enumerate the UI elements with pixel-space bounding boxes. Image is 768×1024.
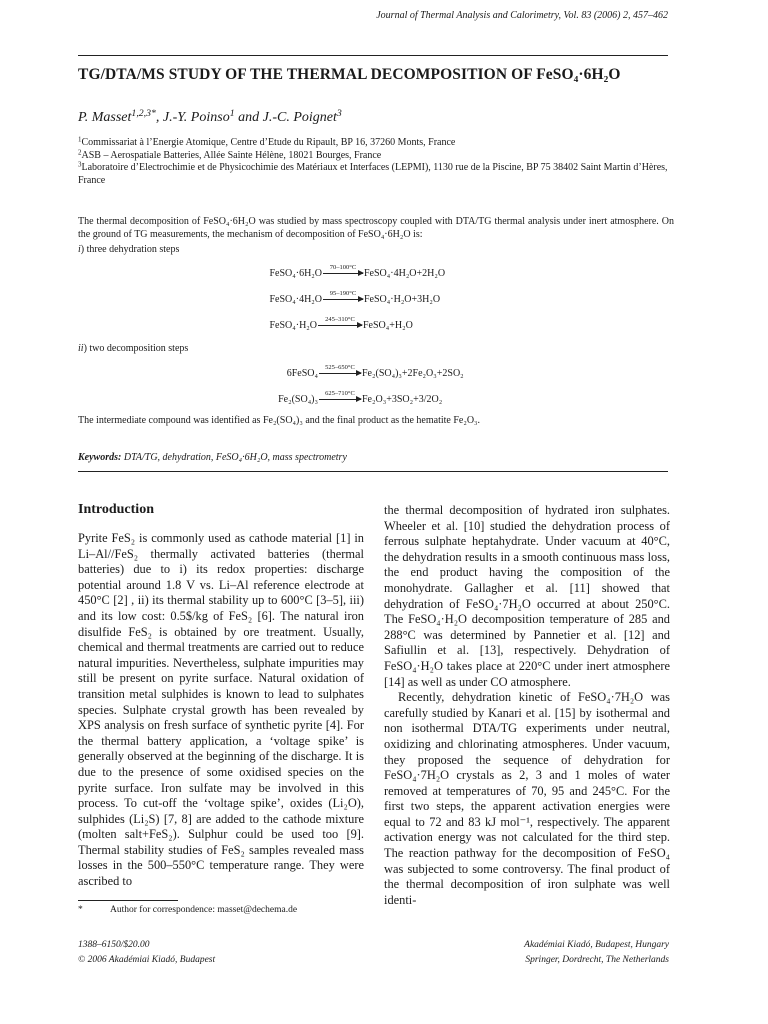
reaction-1 [262,264,446,279]
reaction-5 [272,390,443,405]
intro-paragraph-left: Pyrite FeS₂ is commonly used as cathode material [1] in Li–Al//FeS₂ thermally activated batteries (thermal batteries) due to i) its redox properties: discharge potential around 1.8 V vs. Li–Al reference electrode at 450°C [2] , ii) its thermal stability up to 600°C [3–5], iii) and its low cost: 0.5$/kg of FeS₂ [6]. The natural iron disulfide FeS₂ is obtained by ore treatment. Usually, chemical and thermal treatments are carried out to reduce natural impurities. Nevertheless, sulphate impurities may still be present on pyrite surface. Natural oxidation of transition metal sulphides is known to lead to sulphates species. Sulphate crystal growth has been revealed by XPS analysis on fresh surface of synthetic pyrite [4]. For the thermal battery application, a ‘voltage spike’ is generally observed at the beginning of the discharge. It is due to the presence of some oxidised species on the pyrite surface. Iron sulfate may be involved in this process. To cut-off the ‘voltage spike’, oxides (Li₂O), sulphides (Li₂S) [7, 8] are added to the cathode mixture (molten salt+FeS₂). Sulphur could be used too [9]. Thermal stability studies of FeS₂ samples revealed mass losses in the 500–550°C temperature range. They were ascribed to [78,531,364,889]
footer-left [78,938,215,968]
reaction-lhs: FeSO₄·6H₂O [269,268,322,279]
reaction-condition: 70–100°C [329,264,357,271]
intro-paragraph-right-2: Recently, dehydration kinetic of FeSO₄·7H₂O was carefully studied by Kanari et al. [15] by isothermal and non isothermal DTA/TG experiments under neutral, oxidizing and chlorinating atmospheres. Under vacuum, they proposed the sequence of dehydration for FeSO₄·7H₂O crystals as 2, 3 and 1 moles of water removed at temperatures of 70, 95 and 245°C. For the first two steps, the apparent activation energies were equal to 72 and 83 kJ mol⁻¹, respectively. The apparent activation energy was not calculated for the third step. The reaction pathway for the decomposition of FeSO₄ was subjected to some controversy. The final product of the thermal decomposition of iron sulphate was well identi- [384,690,670,907]
abstract-intro: The thermal decomposition of FeSO₄·6H₂O was studied by mass spectroscopy coupled with DTA/TG thermal analysis under inert atmosphere. On the ground of TG measurements, the mechanism of decomposition of FeSO₄·6H₂O is: [78,216,674,240]
affiliation-text: Commissariat à l’Energie Atomique, Centre d’Etude du Ripault, BP 16, 37260 Monts, France [81,137,456,148]
author-2: , J.-Y. Poinso [155,110,230,125]
abstract-conclusion: The intermediate compound was identified as Fe₂(SO₄)₃ and the final product as the hematite Fe₂O₃. [78,415,481,426]
reaction-rhs: FeSO₄+H₂O [363,320,413,331]
author-3: and J.-C. Poignet [234,110,337,125]
author-1-affil: 1,2,3 [131,108,152,120]
publisher-2: Springer, Dordrecht, The Netherlands [525,955,669,965]
footnote-text: Author for correspondence: masset@dechema.de [110,905,298,915]
affiliation-number: 2 [78,148,82,157]
reaction-rhs: Fe₂(SO₄)₃+2Fe₂O₃+2SO₂ [362,368,464,379]
affiliation-1 [78,137,678,150]
reaction-lhs: FeSO₄·H₂O [269,320,317,331]
right-column [384,503,670,908]
affiliation-text: Laboratoire d’Electrochimie et de Physicochimie des Matériaux et Interfaces (LEPMI), 1130 rue de la Piscine, BP 75 38402 Saint Martin d’Hères, France [78,162,668,186]
reaction-rhs: FeSO₄·4H₂O+2H₂O [364,268,446,279]
reaction-arrow [319,390,361,405]
step-1-numeral: i [78,244,81,255]
reaction-rhs: FeSO₄·H₂O+3H₂O [364,294,441,305]
reaction-rhs: Fe₂O₃+3SO₂+3/2O₂ [362,394,443,405]
affiliation-3 [78,162,678,187]
reaction-4 [272,364,464,379]
reaction-arrow [323,264,363,279]
abstract-step-2 [78,342,674,355]
footnote-rule [78,900,178,901]
affiliation-number: 1 [78,135,82,144]
author-3-affil: 3 [336,108,342,120]
step-2-text: ) two decomposition steps [83,343,189,354]
step-2-numeral: ii [78,343,84,354]
reaction-condition: 95–190°C [329,290,357,297]
affiliation-text: ASB – Aerospatiale Batteries, Allée Sainte Hélène, 18021 Bourges, France [81,149,382,161]
reaction-arrow [323,290,363,305]
intro-paragraph-right-1: the thermal decomposition of hydrated iron sulphates. Wheeler et al. [10] studied the dehydration process of ferrous sulphate heptahydrate. Under vacuum at 40°C, the dehydration results in a smooth continuous mass loss, the end product having the composition of the monohydrate. Gallagher et al. [11] showed that dehydration of FeSO₄·7H₂O occurred at about 250°C. The FeSO₄·H₂O decomposition temperature of 285 and 288°C was determined by Pannetier et al. [12] and Safiullin et al. [13], respectively. Dehydration of FeSO₄·H₂O takes place at 220°C under inert atmosphere [14] as well as under CO atmosphere. [384,503,670,689]
reaction-condition: 245–310°C [325,316,355,323]
section-heading-introduction: Introduction [78,502,154,517]
reaction-arrow [318,316,362,331]
publisher-1: Akadémiai Kiadó, Budapest, Hungary [524,940,669,950]
footnote [78,905,297,915]
keywords-label: Keywords: [78,452,122,463]
keywords-rule [78,471,668,472]
step-1-text: ) three dehydration steps [80,244,180,255]
reaction-2 [262,290,441,305]
abstract-step-1 [78,243,674,256]
affiliations [78,137,678,187]
reaction-condition: 525–650°C [325,364,355,371]
reaction-3 [262,316,413,331]
reaction-lhs: 6FeSO₄ [286,368,318,379]
left-column [78,531,364,890]
reaction-lhs: Fe₂(SO₄)₃ [278,394,318,405]
author-line [78,110,342,126]
header-rule [78,55,668,56]
affiliation-2 [78,150,678,163]
corresponding-mark: * [151,108,156,120]
journal-citation: Journal of Thermal Analysis and Calorimetry, Vol. 83 (2006) 2, 457–462 [376,10,668,21]
author-2-affil: 1 [229,108,235,120]
reaction-arrow [319,364,361,379]
reaction-lhs: FeSO₄·4H₂O [269,294,322,305]
keywords [78,452,347,463]
author-1: P. Masset [78,110,132,125]
issn-price: 1388–6150/$20.00 [78,940,150,950]
footnote-mark: * [78,905,83,915]
keywords-text: DTA/TG, dehydration, FeSO₄·6H₂O, mass spectrometry [121,452,347,463]
copyright: © 2006 Akadémiai Kiadó, Budapest [78,955,216,965]
affiliation-number: 3 [78,160,82,169]
paper-title: TG/DTA/MS STUDY OF THE THERMAL DECOMPOSITION OF FeSO₄·6H₂O [78,66,621,83]
footer-right [524,938,669,968]
reaction-condition: 625–710°C [325,390,355,397]
